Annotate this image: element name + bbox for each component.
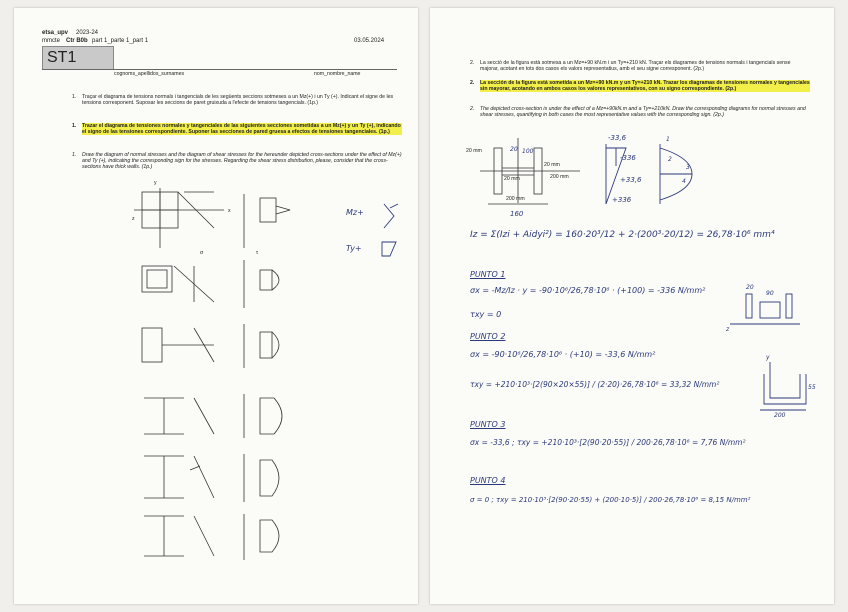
- punto1-sigma: σx = -Mz/Iz · y = -90·10⁶/26,78·10⁶ · (+100) = -336 N/mm²: [470, 286, 706, 295]
- sketch-mz-label: Mz+: [346, 208, 364, 217]
- axis-y-label: y: [154, 180, 157, 186]
- inertia-formula: Iz = Σ(Izi + Aidyi²) = 160·20³/12 + 2·(200³·20/12) = 26,78·10⁶ mm⁴: [470, 230, 775, 240]
- sketch-dim-200: 200: [774, 412, 786, 419]
- stress-label-v3: +33,6: [620, 176, 642, 184]
- beam-section-drawing: [430, 8, 834, 604]
- dim-flange-left: 20 mm: [466, 148, 482, 154]
- sketch-dim-55: 55: [808, 384, 816, 391]
- stress-label-v4: +336: [612, 196, 632, 204]
- stress-label-v2: -336: [620, 154, 636, 162]
- punto1-heading: PUNTO 1: [470, 270, 506, 279]
- punto1-tau: τxy = 0: [470, 310, 502, 319]
- q1-valencian: Traçar el diagrama de tensions normals i tangencials de les següents seccions sotmeses a un Mz(+) i un Ty (+). Indicant el signe de les tensions corresponent. Suposar les seccions de paret gruixuda a l'efecte de tensions tangencials. (1p.): [82, 94, 394, 107]
- q2-spanish: La sección de la figura está sometida a un Mz=+90 kN.m y un Ty=+210 kN. Trazar los diagramas de tensiones normales y tangenciales sin mayorar, acotando en ambos casos los valores representativos, con su signo correspondiente. (2p.): [480, 80, 810, 93]
- q1-number-en: 1.: [72, 152, 77, 158]
- exam-label: Ctr B0b: [66, 38, 88, 44]
- exam-sheet-part2: [430, 8, 834, 604]
- punto2-sigma: σx = -90·10⁶/26,78·10⁶ · (+10) = -33,6 N/mm²: [470, 350, 656, 359]
- date-label: 03.05.2024: [354, 38, 385, 44]
- q1-number-va: 1.: [72, 94, 77, 100]
- axis-sigma-label: σ: [200, 250, 204, 256]
- dim-flange-right: 20 mm: [544, 162, 560, 168]
- school-label: etsa_upv: [42, 30, 69, 36]
- point-1-label: 1: [666, 136, 670, 143]
- sketch-axis-z: z: [726, 326, 730, 333]
- point-2-label: 2: [668, 156, 672, 163]
- punto3-heading: PUNTO 3: [470, 420, 506, 429]
- sketch-dim-90: 90: [766, 290, 774, 297]
- q2-valencian: La secció de la figura està sotmesa a un Mz=+90 kN.m i un Ty=+210 kN. Traçar els diagrames de tensions normals i tangencials sense majorar, acotant en tots dos casos els valors representatius, amb el seu signe corresponent. (2p.): [480, 60, 791, 73]
- group-box: ST1: [42, 46, 114, 70]
- axis-z-label: z: [132, 216, 135, 222]
- q2-number-va: 2.: [470, 60, 475, 66]
- q2-number-en: 2.: [470, 106, 475, 112]
- sketch-ty-label: Ty+: [346, 244, 362, 253]
- dim-section-width: 200 mm: [506, 196, 525, 202]
- dim-20: 20: [510, 146, 518, 153]
- point-4-label: 4: [682, 178, 686, 185]
- section-diagrams: [14, 8, 418, 604]
- punto4-formula: σ = 0 ; τxy = 210·10³·[2(90·20·55) + (200·10·5)] / 200·26,78·10⁶ = 8,15 N/mm²: [470, 496, 751, 504]
- surname-label: cognoms_apellidos_surnames: [114, 71, 185, 77]
- punto2-heading: PUNTO 2: [470, 332, 506, 341]
- dim-web-thickness: 20 mm: [504, 176, 520, 182]
- sketch-axis-y: y: [766, 354, 770, 361]
- axis-tau-label: τ: [256, 250, 259, 256]
- dim-height: 200 mm: [550, 174, 569, 180]
- exam-sheet-part1: [14, 8, 418, 604]
- punto2-tau: τxy = +210·10³·[2(90×20×55)] / (2·20)·26,78·10⁶ = 33,32 N/mm²: [470, 380, 720, 389]
- width-label: 160: [510, 210, 524, 218]
- year-label: 2023-24: [76, 30, 99, 36]
- q1-spanish: Trazar el diagrama de tensiones normales y tangenciales de las siguientes secciones sometidas a un Mz(+) y un Ty (+), indicando el signo de las tensiones correspondiente. Suponer las secciones de pared gruesa a efectos de tensiones tangenciales. (1p.): [82, 123, 401, 136]
- point-3-label: 3: [686, 164, 690, 171]
- sketch-dim-20: 20: [746, 284, 754, 291]
- name-label: nom_nombre_name: [314, 71, 361, 77]
- part-label: part 1_parte 1_part 1: [92, 38, 149, 44]
- q1-number-es: 1.: [72, 123, 77, 129]
- dim-100: 100: [522, 148, 534, 155]
- course-label: mmcte: [42, 38, 60, 44]
- punto3-formula: σx = -33,6 ; τxy = +210·10³·[2(90·20·55)] / 200·26,78·10⁶ = 7,76 N/mm²: [470, 438, 746, 447]
- punto4-heading: PUNTO 4: [470, 476, 506, 485]
- q2-english: The depicted cross-section is under the effect of a Mz=+90kN.m and a Ty=+210kN. Draw the corresponding diagrams for normal stresses and shear stresses, quantifying in both cases the most representative values with the corresponding sign. (2p.): [480, 106, 806, 119]
- q2-number-es: 2.: [470, 80, 475, 86]
- q1-english: Draw the diagram of normal stresses and the diagram of shear stresses for the hereunder depicted cross-sections under the effect of Mz(+) and Ty (+), indicating the corresponding sign for the stresses. Regarding the shear stress distribution, please, consider that the cross-sections have thick walls. (1p.): [82, 152, 402, 171]
- axis-x-label: x: [228, 208, 231, 214]
- stress-label-v1: -33,6: [608, 134, 627, 142]
